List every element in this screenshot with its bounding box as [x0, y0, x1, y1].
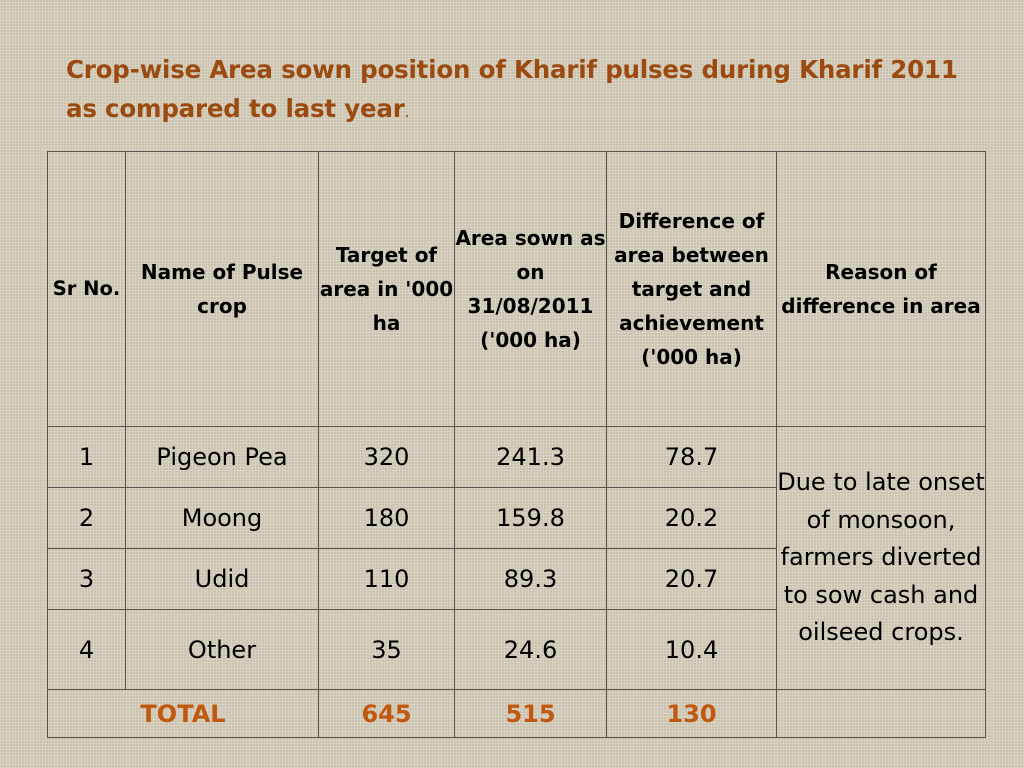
- total-target: 645: [319, 690, 455, 738]
- header-target-area: Target of area in '000 ha: [319, 152, 455, 427]
- title-line-1: Crop-wise Area sown position of Kharif pulses during Kharif 2011: [66, 55, 958, 84]
- cell-sr: 1: [48, 427, 126, 488]
- total-row: [48, 690, 986, 738]
- cell-sown: 241.3: [455, 427, 607, 488]
- cell-target: 180: [319, 488, 455, 549]
- cell-difference: 10.4: [607, 610, 777, 690]
- header-difference: Difference of area between target and achievement ('000 ha): [607, 152, 777, 427]
- table-body: [48, 427, 986, 738]
- cell-difference: 78.7: [607, 427, 777, 488]
- cell-crop-name: Udid: [126, 549, 319, 610]
- header-row: [48, 152, 986, 427]
- table-header: [48, 152, 986, 427]
- cell-target: 110: [319, 549, 455, 610]
- cell-difference: 20.7: [607, 549, 777, 610]
- cell-sown: 89.3: [455, 549, 607, 610]
- title-line-2-text: as compared to last year: [66, 94, 405, 123]
- title-line-2: [66, 89, 1006, 131]
- cell-target: 320: [319, 427, 455, 488]
- header-area-sown: Area sown as on 31/08/2011 ('000 ha): [455, 152, 607, 427]
- header-sr-no: Sr No.: [48, 152, 126, 427]
- cell-crop-name: Moong: [126, 488, 319, 549]
- cell-sr: 4: [48, 610, 126, 690]
- cell-sr: 2: [48, 488, 126, 549]
- total-difference: 130: [607, 690, 777, 738]
- cell-reason: Due to late onset of monsoon, farmers diverted to sow cash and oilseed crops.: [777, 427, 986, 690]
- total-label: TOTAL: [48, 690, 319, 738]
- cell-crop-name: Pigeon Pea: [126, 427, 319, 488]
- cell-difference: 20.2: [607, 488, 777, 549]
- cell-crop-name: Other: [126, 610, 319, 690]
- title-dot: .: [404, 102, 410, 121]
- total-sown: 515: [455, 690, 607, 738]
- cell-sown: 159.8: [455, 488, 607, 549]
- header-crop-name: Name of Pulse crop: [126, 152, 319, 427]
- table-row: [48, 427, 986, 488]
- pulses-table: [47, 151, 986, 738]
- cell-sown: 24.6: [455, 610, 607, 690]
- total-reason-empty: [777, 690, 986, 738]
- cell-sr: 3: [48, 549, 126, 610]
- header-reason: Reason of difference in area: [777, 152, 986, 427]
- cell-target: 35: [319, 610, 455, 690]
- page-title: [66, 50, 1006, 131]
